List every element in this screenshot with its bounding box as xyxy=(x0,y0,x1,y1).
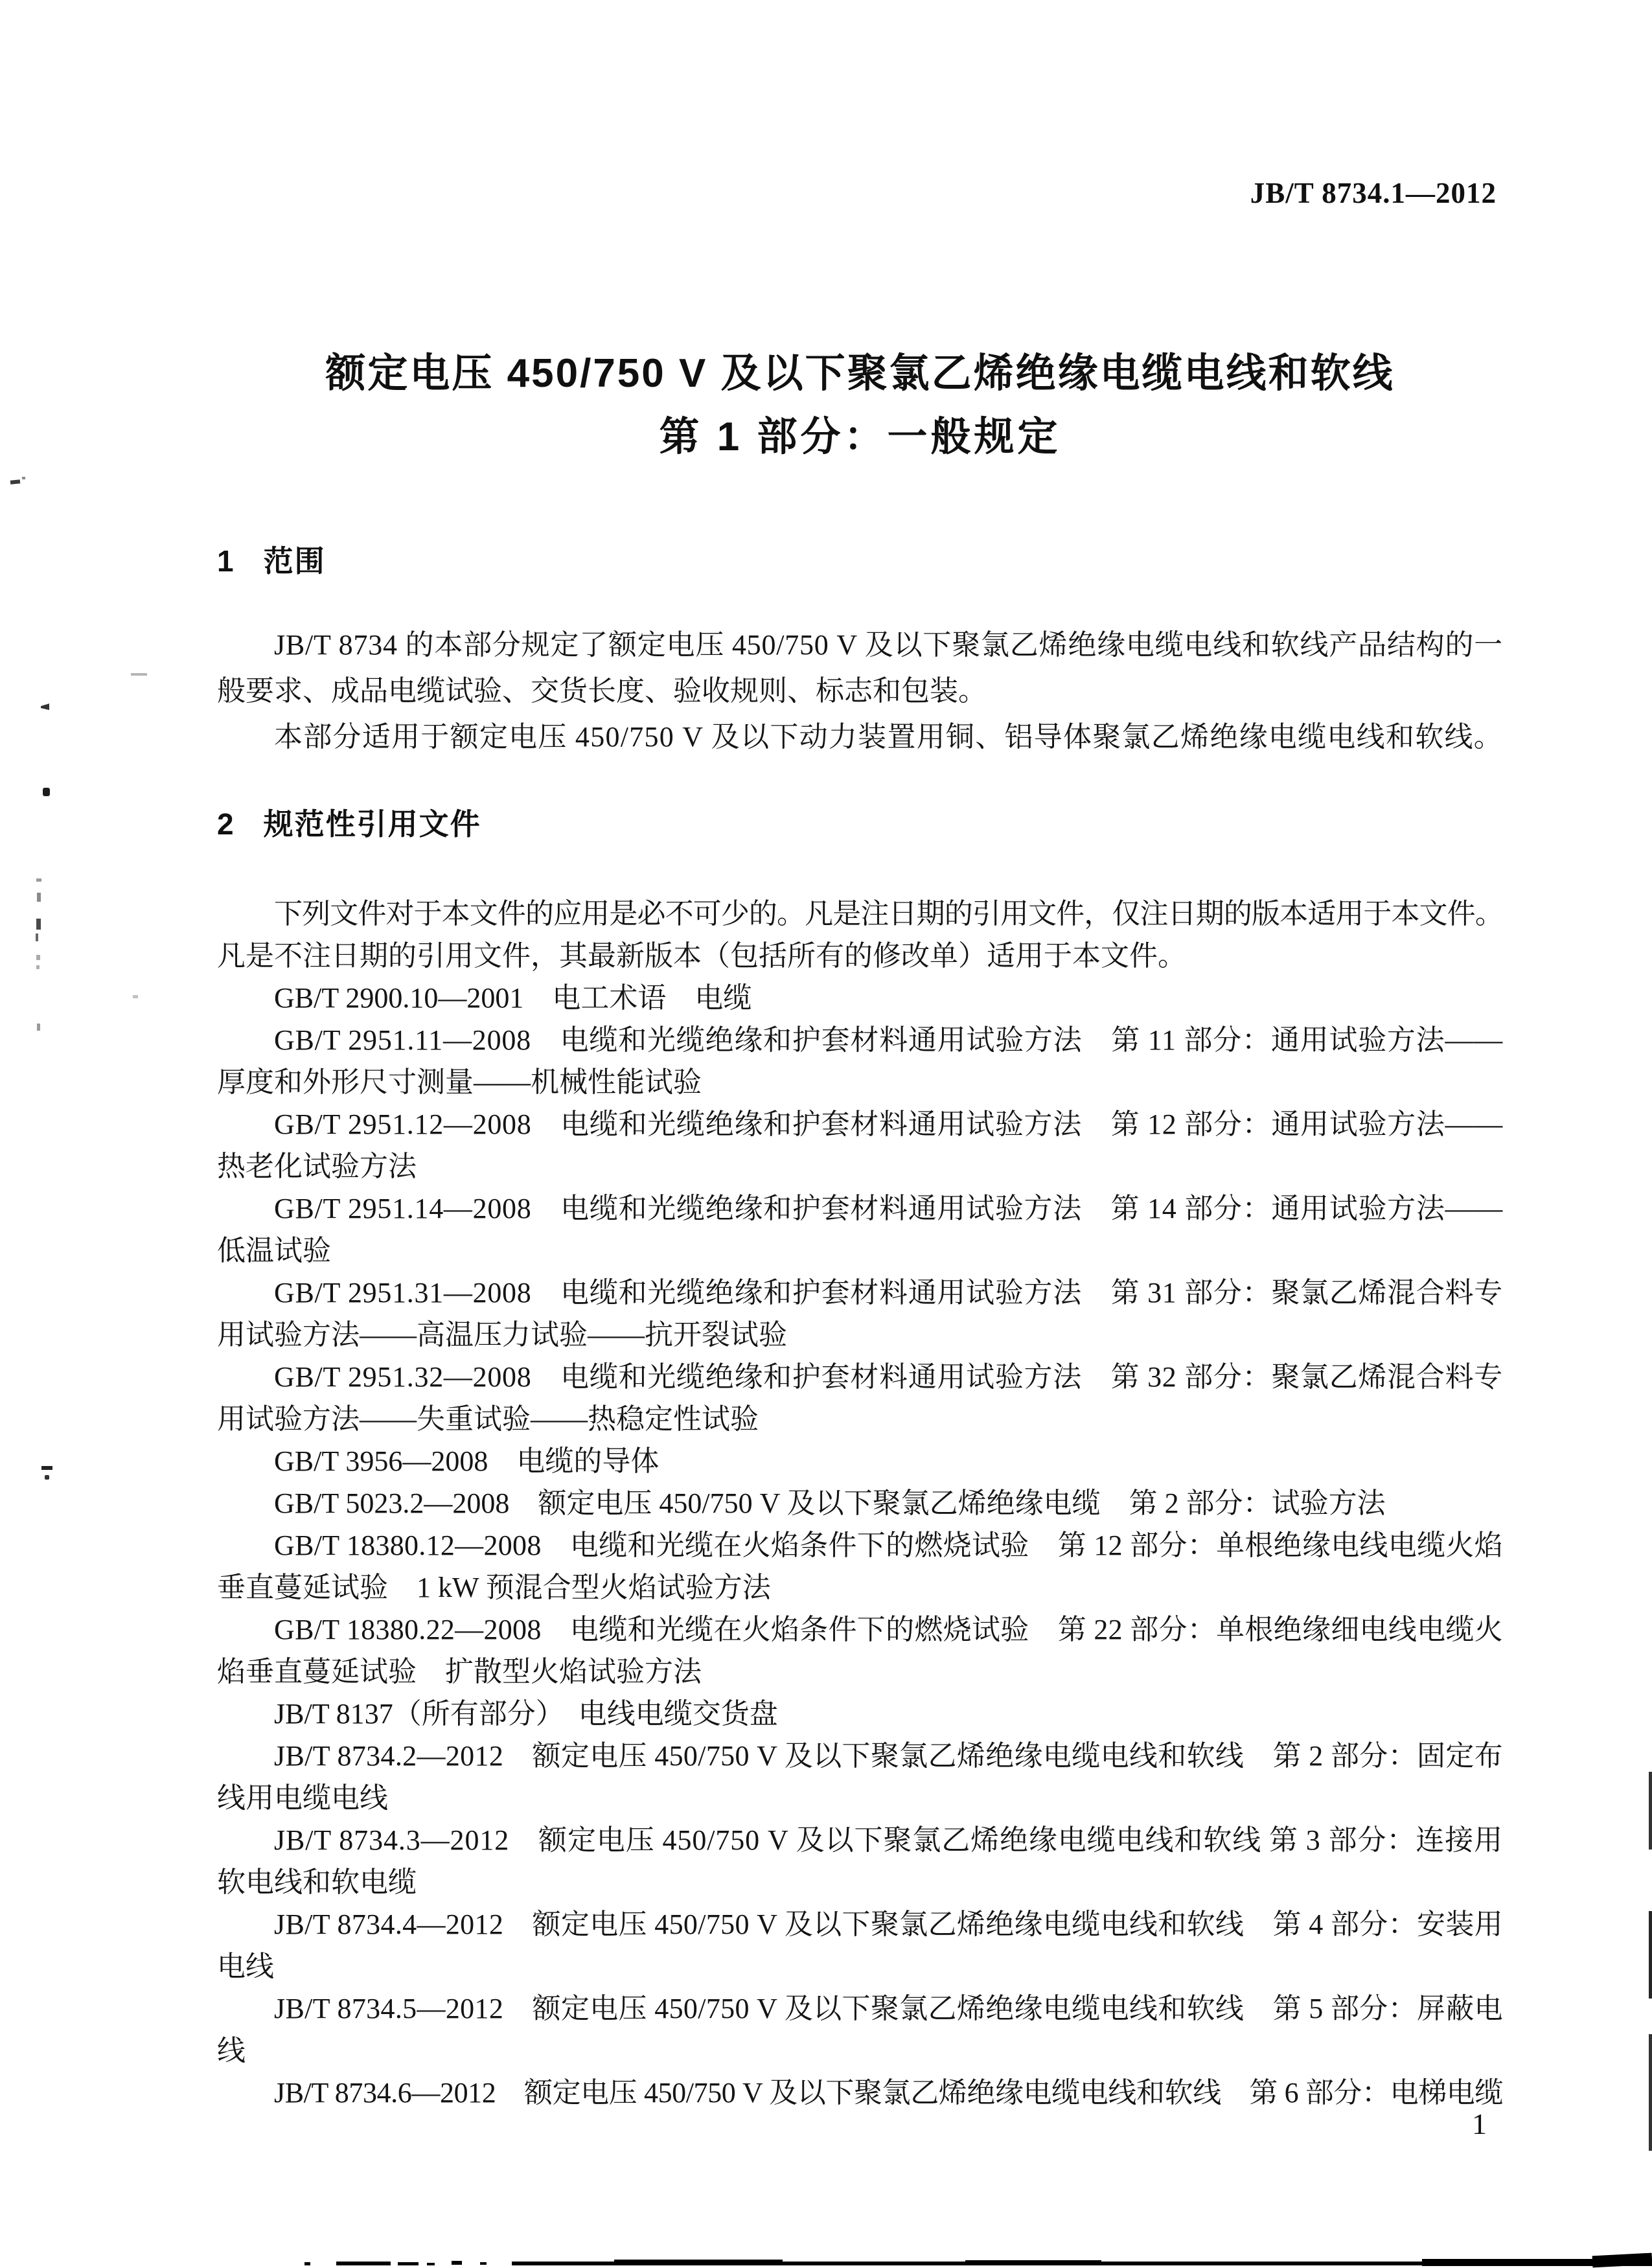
scan-artifact xyxy=(41,704,49,710)
scan-artifact xyxy=(41,1466,52,1470)
scan-artifact xyxy=(10,479,21,485)
scan-bottom-bar xyxy=(480,2262,487,2265)
section-1-body xyxy=(217,622,1503,760)
text-line: 焰垂直蔓延试验 扩散型火焰试验方法 xyxy=(217,1656,702,1688)
scan-artifact xyxy=(45,1475,49,1480)
text-line: 般要求、成品电缆试验、交货长度、验收规则、标志和包装。 xyxy=(217,675,987,707)
scan-artifact xyxy=(36,955,40,960)
text-line: JB/T 8734.2—2012 额定电压 450/750 V 及以下聚氯乙烯绝缘电缆电线和软线 第 2 部分：固定布 xyxy=(274,1740,1503,1772)
text-line: GB/T 18380.22—2008 电缆和光缆在火焰条件下的燃烧试验 第 22 部分：单根绝缘细电线电缆火 xyxy=(274,1614,1503,1645)
section-2-number: 2 xyxy=(217,807,234,841)
document-title xyxy=(217,347,1503,464)
section-1-heading-label: 范围 xyxy=(263,544,326,578)
text-line: 热老化试验方法 xyxy=(217,1151,417,1182)
section-1-number: 1 xyxy=(217,544,234,578)
section-1-heading xyxy=(217,543,326,579)
text-line: JB/T 8734 的本部分规定了额定电压 450/750 V 及以下聚氯乙烯绝缘电缆电线和软线产品结构的一 xyxy=(274,629,1503,661)
scan-edge-streak xyxy=(1649,1772,1652,1850)
text-line: GB/T 5023.2—2008 额定电压 450/750 V 及以下聚氯乙烯绝缘电缆 第 2 部分：试验方法 xyxy=(274,1487,1386,1519)
scan-bottom-bar xyxy=(614,2260,783,2265)
text-line: 用试验方法——高温压力试验——抗开裂试验 xyxy=(217,1319,787,1351)
scan-artifact xyxy=(131,673,147,676)
text-line: 垂直蔓延试验 1 kW 预混合型火焰试验方法 xyxy=(217,1572,771,1603)
text-line: JB/T 8137（所有部分） 电线电缆交货盘 xyxy=(274,1698,778,1730)
text-line: GB/T 2900.10—2001 电工术语 电缆 xyxy=(274,982,752,1014)
text-line: 本部分适用于额定电压 450/750 V 及以下动力装置用铜、铝导体聚氯乙烯绝缘电缆电线和软线。 xyxy=(274,721,1503,753)
document-title-line1: 额定电压 450/750 V 及以下聚氯乙烯绝缘电缆电线和软线 xyxy=(325,351,1395,396)
scan-bottom-bar xyxy=(336,2262,391,2265)
scan-bottom-bar xyxy=(304,2262,310,2265)
text-line: JB/T 8734.5—2012 额定电压 450/750 V 及以下聚氯乙烯绝缘电缆电线和软线 第 5 部分：屏蔽电 xyxy=(274,1993,1503,2024)
scan-bottom-bar xyxy=(452,2261,462,2265)
scan-bottom-bar xyxy=(965,2260,1101,2265)
text-line: JB/T 8734.4—2012 额定电压 450/750 V 及以下聚氯乙烯绝缘电缆电线和软线 第 4 部分：安装用 xyxy=(274,1908,1503,1940)
text-line: 凡是不注日期的引用文件，其最新版本（包括所有的修改单）适用于本文件。 xyxy=(217,940,1186,972)
section-2-body xyxy=(217,893,1503,2114)
text-line: 电线 xyxy=(217,1951,274,1982)
section-2-heading xyxy=(217,806,481,842)
text-line: 低温试验 xyxy=(217,1235,331,1266)
scan-edge-streak xyxy=(1649,2034,1652,2151)
text-line: GB/T 2951.31—2008 电缆和光缆绝缘和护套材料通用试验方法 第 31 部分：聚氯乙烯混合料专 xyxy=(274,1277,1503,1309)
scan-artifact xyxy=(22,477,25,479)
scan-artifact xyxy=(36,919,41,930)
text-line: 线用电缆电线 xyxy=(217,1782,388,1814)
standard-code: JB/T 8734.1—2012 xyxy=(1250,177,1497,209)
scan-artifact xyxy=(133,995,138,998)
scan-artifact xyxy=(37,1024,40,1031)
scan-artifact xyxy=(37,893,41,902)
scan-artifact xyxy=(36,965,40,969)
text-line: 软电线和软电缆 xyxy=(217,1866,417,1898)
text-line: GB/T 3956—2008 电缆的导体 xyxy=(274,1445,660,1477)
text-line: 用试验方法——失重试验——热稳定性试验 xyxy=(217,1403,759,1435)
scan-edge-streak xyxy=(1649,1911,1652,1999)
text-line: GB/T 2951.12—2008 电缆和光缆绝缘和护套材料通用试验方法 第 12 部分：通用试验方法—— xyxy=(274,1108,1503,1140)
scan-artifact xyxy=(36,934,38,941)
page-number: 1 xyxy=(1472,2107,1487,2140)
text-line: GB/T 2951.32—2008 电缆和光缆绝缘和护套材料通用试验方法 第 32 部分：聚氯乙烯混合料专 xyxy=(274,1361,1503,1393)
section-2-heading-label: 规范性引用文件 xyxy=(263,807,481,841)
text-line: GB/T 18380.12—2008 电缆和光缆在火焰条件下的燃烧试验 第 12 部分：单根绝缘电线电缆火焰 xyxy=(274,1529,1503,1561)
scan-bottom-bar xyxy=(398,2262,419,2265)
scan-bottom-bar xyxy=(427,2263,435,2265)
scan-artifact xyxy=(43,788,50,796)
text-line: GB/T 2951.11—2008 电缆和光缆绝缘和护套材料通用试验方法 第 11 部分：通用试验方法—— xyxy=(274,1024,1503,1056)
text-line: 厚度和外形尺寸测量——机械性能试验 xyxy=(217,1066,702,1098)
text-line: JB/T 8734.3—2012 额定电压 450/750 V 及以下聚氯乙烯绝缘电缆电线和软线 第 3 部分：连接用 xyxy=(274,1824,1503,1856)
text-line: JB/T 8734.6—2012 额定电压 450/750 V 及以下聚氯乙烯绝缘电缆电线和软线 第 6 部分：电梯电缆 xyxy=(274,2077,1503,2109)
text-line: GB/T 2951.14—2008 电缆和光缆绝缘和护套材料通用试验方法 第 14 部分：通用试验方法—— xyxy=(274,1193,1503,1224)
text-line: 下列文件对于本文件的应用是必不可少的。凡是注日期的引用文件，仅注日期的版本适用于本文件。 xyxy=(274,898,1503,930)
text-line: 线 xyxy=(217,2035,246,2067)
scan-artifact xyxy=(36,878,41,882)
document-title-line2: 第 1 部分：一般规定 xyxy=(659,415,1061,459)
